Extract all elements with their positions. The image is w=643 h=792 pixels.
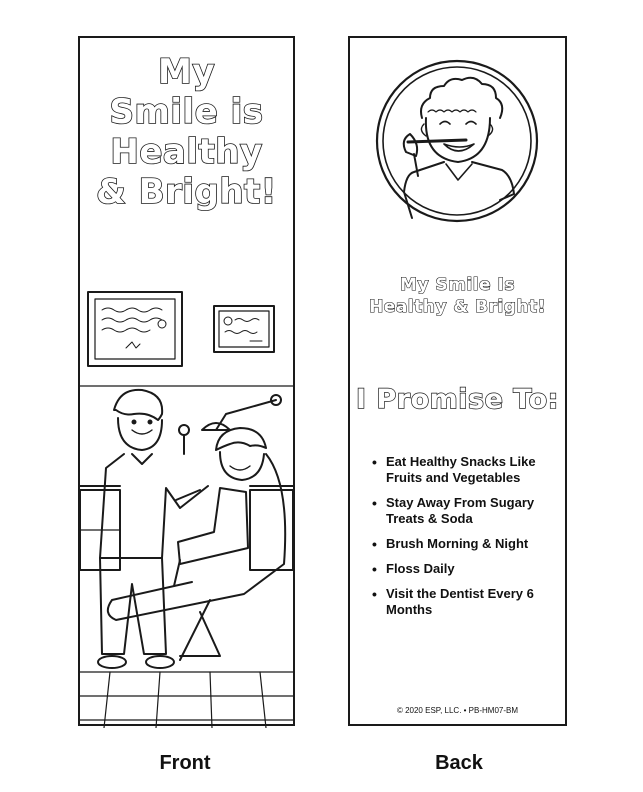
list-item: • Brush Morning & Night [360, 536, 560, 552]
front-title-line: Healthy [110, 132, 263, 172]
boy-brushing-teeth-illustration [374, 58, 540, 224]
diploma-frame-small [214, 306, 274, 352]
promise-list [360, 454, 560, 627]
dentist-figure [98, 390, 208, 668]
list-item: • Floss Daily [360, 561, 560, 577]
back-title-line: Healthy & Bright! [369, 297, 546, 317]
front-title [80, 52, 293, 212]
back-title-line: My Smile Is [400, 275, 515, 295]
dentist-office-illustration [80, 290, 293, 728]
list-item: • Eat Healthy Snacks Like Fruits and Vegetables [360, 454, 560, 486]
front-title-line: & Bright! [96, 172, 277, 212]
list-item: • Visit the Dentist Every 6 Months [360, 586, 560, 618]
tiled-floor [80, 672, 293, 728]
back-caption: Back [435, 752, 483, 774]
front-bookmark [78, 36, 295, 726]
front-title-line: Smile is [109, 92, 264, 132]
patient-child-figure [174, 428, 266, 586]
list-item: • Stay Away From Sugary Treats & Soda [360, 495, 560, 527]
promise-heading: I Promise To: [356, 384, 559, 415]
front-caption: Front [159, 752, 211, 774]
diploma-frame-large [88, 292, 182, 366]
back-bookmark [348, 36, 567, 726]
back-title [350, 274, 565, 318]
copyright-text: © 2020 ESP, LLC. • PB-HM07-BM [396, 706, 519, 715]
front-title-line: My [158, 52, 215, 92]
